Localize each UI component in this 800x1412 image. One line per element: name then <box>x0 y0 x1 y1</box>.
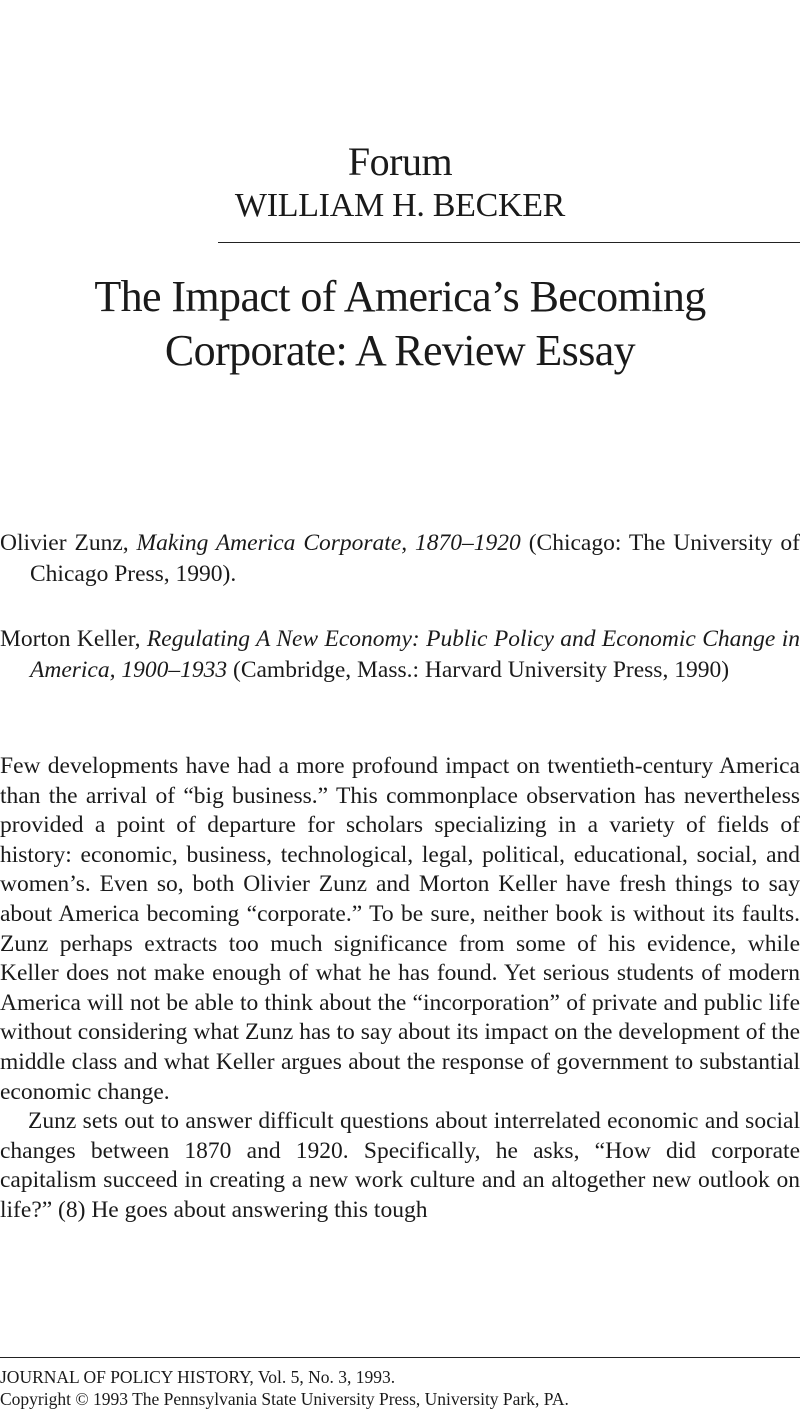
article-body <box>0 752 800 1226</box>
journal-citation: JOURNAL OF POLICY HISTORY, Vol. 5, No. 3, 1993. <box>0 1367 396 1387</box>
reference-author: Morton Keller, <box>0 626 147 652</box>
reviewed-book-reference <box>0 624 800 686</box>
reference-book-title: Making America Corporate, 1870–1920 <box>136 530 521 556</box>
article-title-line-2: Corporate: A Review Essay <box>164 326 636 375</box>
body-paragraph: Few developments have had a more profound impact on twentieth-century America than the arrival of “big business.” This commonplace observation has nevertheless provided a point of departure for scholars specializing in a variety of fields of history: economic, business, technological, legal, political, educational, social, and women’s. Even so, both Olivier Zunz and Morton Keller have fresh things to say about America becoming “corporate.” To be sure, neither book is without its faults. Zunz perhaps extracts too much significance from some of his evidence, while Keller does not make enough of what he has found. Yet serious students of modern America will not be able to think about the “incorporation” of private and public life without considering what Zunz has to say about its impact on the development of the middle class and what Keller argues about the response of government to substantial economic change. <box>0 753 800 1105</box>
reference-publication: (Chicago: The University of Chicago Press, 1990). <box>30 530 800 587</box>
header-divider <box>218 242 800 243</box>
footer-divider <box>0 1357 800 1358</box>
section-label: Forum <box>347 139 453 184</box>
reference-author: Olivier Zunz, <box>0 530 137 556</box>
reviewed-book-reference <box>0 528 800 590</box>
body-paragraph: Zunz sets out to answer difficult questions about interrelated economic and social changes between 1870 and 1920. Specifically, he asks, “How did corporate capitalism succeed in creating a new work culture and an altogether new outlook on life?” (8) He goes about answering this tough <box>0 1108 800 1223</box>
copyright-notice: Copyright © 1993 The Pennsylvania State University Press, University Park, PA. <box>0 1389 569 1409</box>
reference-book-title: Regulating A New Economy: Public Policy and Economic Change in America, 1900–1933 <box>30 626 800 683</box>
article-title <box>40 270 760 378</box>
author-name: WILLIAM H. BECKER <box>234 187 566 224</box>
article-title-line-1: The Impact of America’s Becoming <box>94 272 706 321</box>
reference-publication: (Cambridge, Mass.: Harvard University Press, 1990) <box>227 657 730 683</box>
